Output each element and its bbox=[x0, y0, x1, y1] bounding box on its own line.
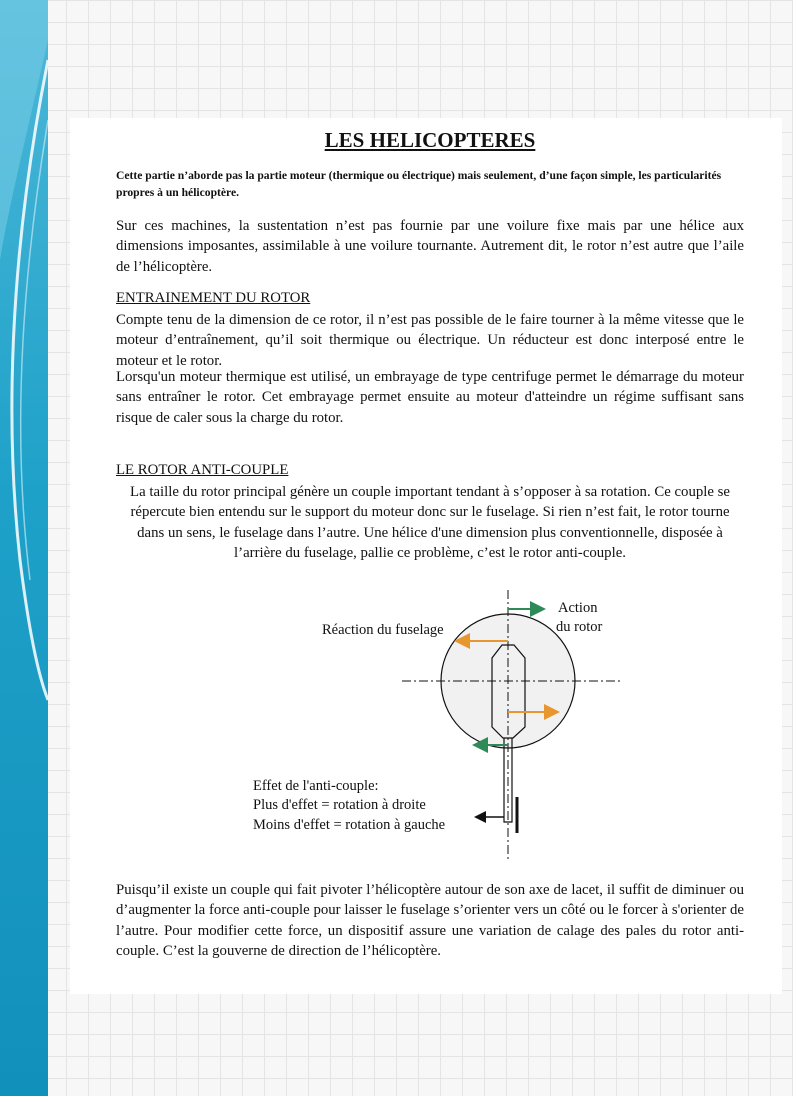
decorative-side-band bbox=[0, 0, 48, 1096]
paragraph-reducteur: Compte tenu de la dimension de ce rotor, il n’est pas possible de le faire tourner à la même vitesse que le moteur d’entraînement, qu’il soit thermique ou électrique. Un réducteur est donc interposé entre le moteur et le rotor. bbox=[116, 312, 744, 369]
paragraph-anti-couple: La taille du rotor principal génère un couple important tendant à s’opposer à sa rotation. Ce couple se répercute bien entendu sur le support du moteur donc sur le fuselage. Si rien n’est fait, le rotor tourne dans un sens, le fuselage dans l’autre. Une hélice d'une dimension plus conventionnelle, disposée à l’arrière du fuselage, pallie ce problème, c’est le rotor anti-couple. bbox=[130, 484, 730, 562]
heading-rotor-anti-couple: LE ROTOR ANTI-COUPLE bbox=[116, 462, 289, 478]
label-effect-line3: Moins d'effet = rotation à gauche bbox=[253, 817, 446, 833]
label-effect-line2: Plus d'effet = rotation à droite bbox=[253, 797, 426, 813]
rotor-diagram bbox=[240, 585, 640, 865]
paragraph-gouverne: Puisqu’il existe un couple qui fait pivoter l’hélicoptère autour de son axe de lacet, il suffit de diminuer ou d’augmenter la force anti-couple pour laisser le fuselage s’orienter vers un côté ou le forcer à s'orienter de l’autre. Pour modifier cette force, un dispositif assure une variation de calage des pales du rotor anti-couple. C’est la gouverne de direction de l’hélicoptère. bbox=[116, 882, 744, 960]
page-title: LES HELICOPTERES bbox=[324, 128, 536, 152]
label-action-line2: du rotor bbox=[556, 619, 603, 635]
heading-entrainement: ENTRAINEMENT DU ROTOR bbox=[116, 290, 311, 306]
label-effect-line1: Effet de l'anti-couple: bbox=[253, 778, 379, 794]
intro-paragraph: Cette partie n’aborde pas la partie moteur (thermique ou électrique) mais seulement, d’une façon simple, les particularités propres à un hélicoptère. bbox=[116, 169, 722, 199]
label-action-line1: Action bbox=[558, 600, 598, 616]
paragraph-embrayage: Lorsqu'un moteur thermique est utilisé, un embrayage de type centrifuge permet le démarrage du moteur sans entraîner le rotor. Cet embrayage permet ensuite au moteur d'atteindre un régime suffisant sans risque de caler sous la charge du rotor. bbox=[116, 369, 744, 426]
paragraph-sustentation: Sur ces machines, la sustentation n’est pas fournie par une voilure fixe mais par une hélice aux dimensions imposantes, assimilable à une voilure tournante. Autrement dit, le rotor n’est autre que l’aile de l’hélicoptère. bbox=[116, 218, 744, 275]
label-fuselage-reaction: Réaction du fuselage bbox=[322, 622, 444, 638]
side-band-swoosh bbox=[0, 0, 48, 1096]
